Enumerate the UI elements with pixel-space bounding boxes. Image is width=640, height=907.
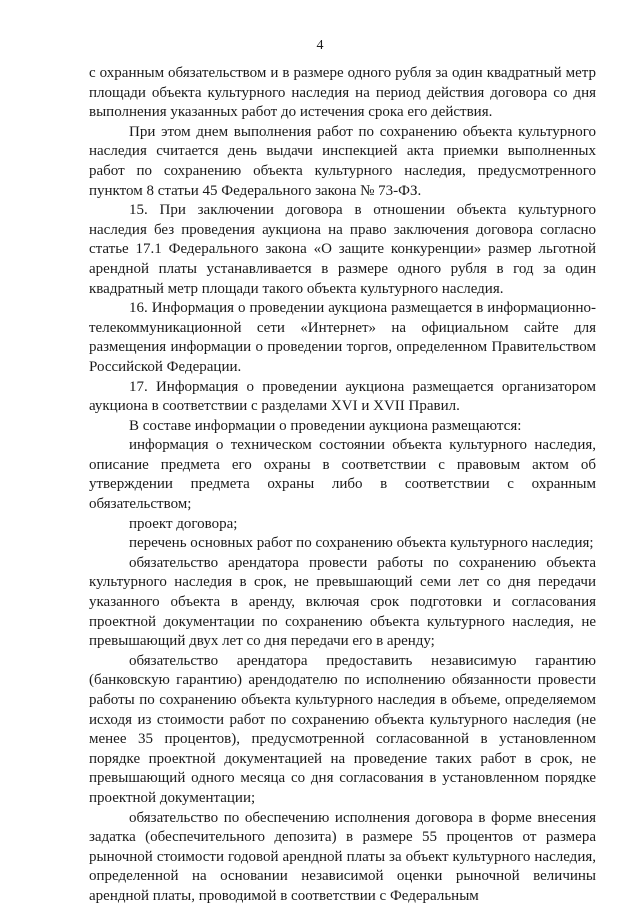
paragraph-clause-17: 17. Информация о проведении аукциона размещается организатором аукциона в соответствии с разделами XVI и XVII Правил. [89,378,596,415]
list-item-works-obligation: обязательство арендатора провести работы по сохранению объекта культурного наследия в срок, не превышающий семи лет со дня передачи указанного объекта в аренду, включая срок подготовки и согласования проектной документации по сохранению объекта культурного наследия, не превышающий двух лет со дня передачи его в аренду; [89,554,596,650]
page-number: 4 [316,38,324,53]
list-item-works-list: перечень основных работ по сохранению объекта культурного наследия; [129,535,594,552]
paragraph-clause-15: 15. При заключении договора в отношении объекта культурного наследия без проведения аукциона на право заключения договора согласно статье 17.1 Федерального закона «О защите конкуренции» размер льготной арендной платы устанавливается в размере одного рубля в год за один квадратный метр площади такого объекта культурного наследия. [89,202,596,297]
paragraph-auction-info-intro: В составе информации о проведении аукциона размещаются: [129,417,522,434]
list-item-guarantee-obligation: обязательство арендатора предоставить независимую гарантию (банковскую гарантию) арендодателю по исполнению обязанности провести работы по сохранению объекта культурного наследия в объеме, определяемом исходя из стоимости работ по сохранению объекта культурного наследия (не менее 35 процентов), предусмотренной согласованной в установленном порядке проектной документацией на проведение таких работ в срок, не превышающий одного месяца со дня согласования в установленном порядке проектной документации; [89,652,596,806]
paragraph-clause-16: 16. Информация о проведении аукциона размещается в информационно-телекоммуникационной сети «Интернет» на официальном сайте для размещения информации о проведении торгов, определенном Правительством Российской Федерации. [89,300,596,375]
list-item-deposit-obligation: обязательство по обеспечению исполнения договора в форме внесения задатка (обеспечительного депозита) в размере 55 процентов от размера рыночной стоимости годовой арендной платы за объект культурного наследия, определенной на основании независимой оценки рыночной величины арендной платы, проводимой в соответствии с Федеральным [89,809,596,904]
document-body [89,64,596,907]
list-item-technical-condition: информация о техническом состоянии объекта культурного наследия, описание предмета его охраны в соответствии с правовым актом об утверждении предмета охраны либо в соответствии с охранным обязательством; [89,437,596,513]
paragraph-completion-date: При этом днем выполнения работ по сохранению объекта культурного наследия считается день выдачи инспекцией акта приемки выполненных работ по сохранению объекта культурного наследия, предусмотренного пунктом 8 статьи 45 Федерального закона № 73-ФЗ. [89,123,596,199]
paragraph-continuation: с охранным обязательством и в размере одного рубля за один квадратный метр площади объекта культурного наследия на период действия договора со дня выполнения указанных работ до истечения срока его действия. [89,65,596,121]
list-item-draft-contract: проект договора; [129,515,238,532]
